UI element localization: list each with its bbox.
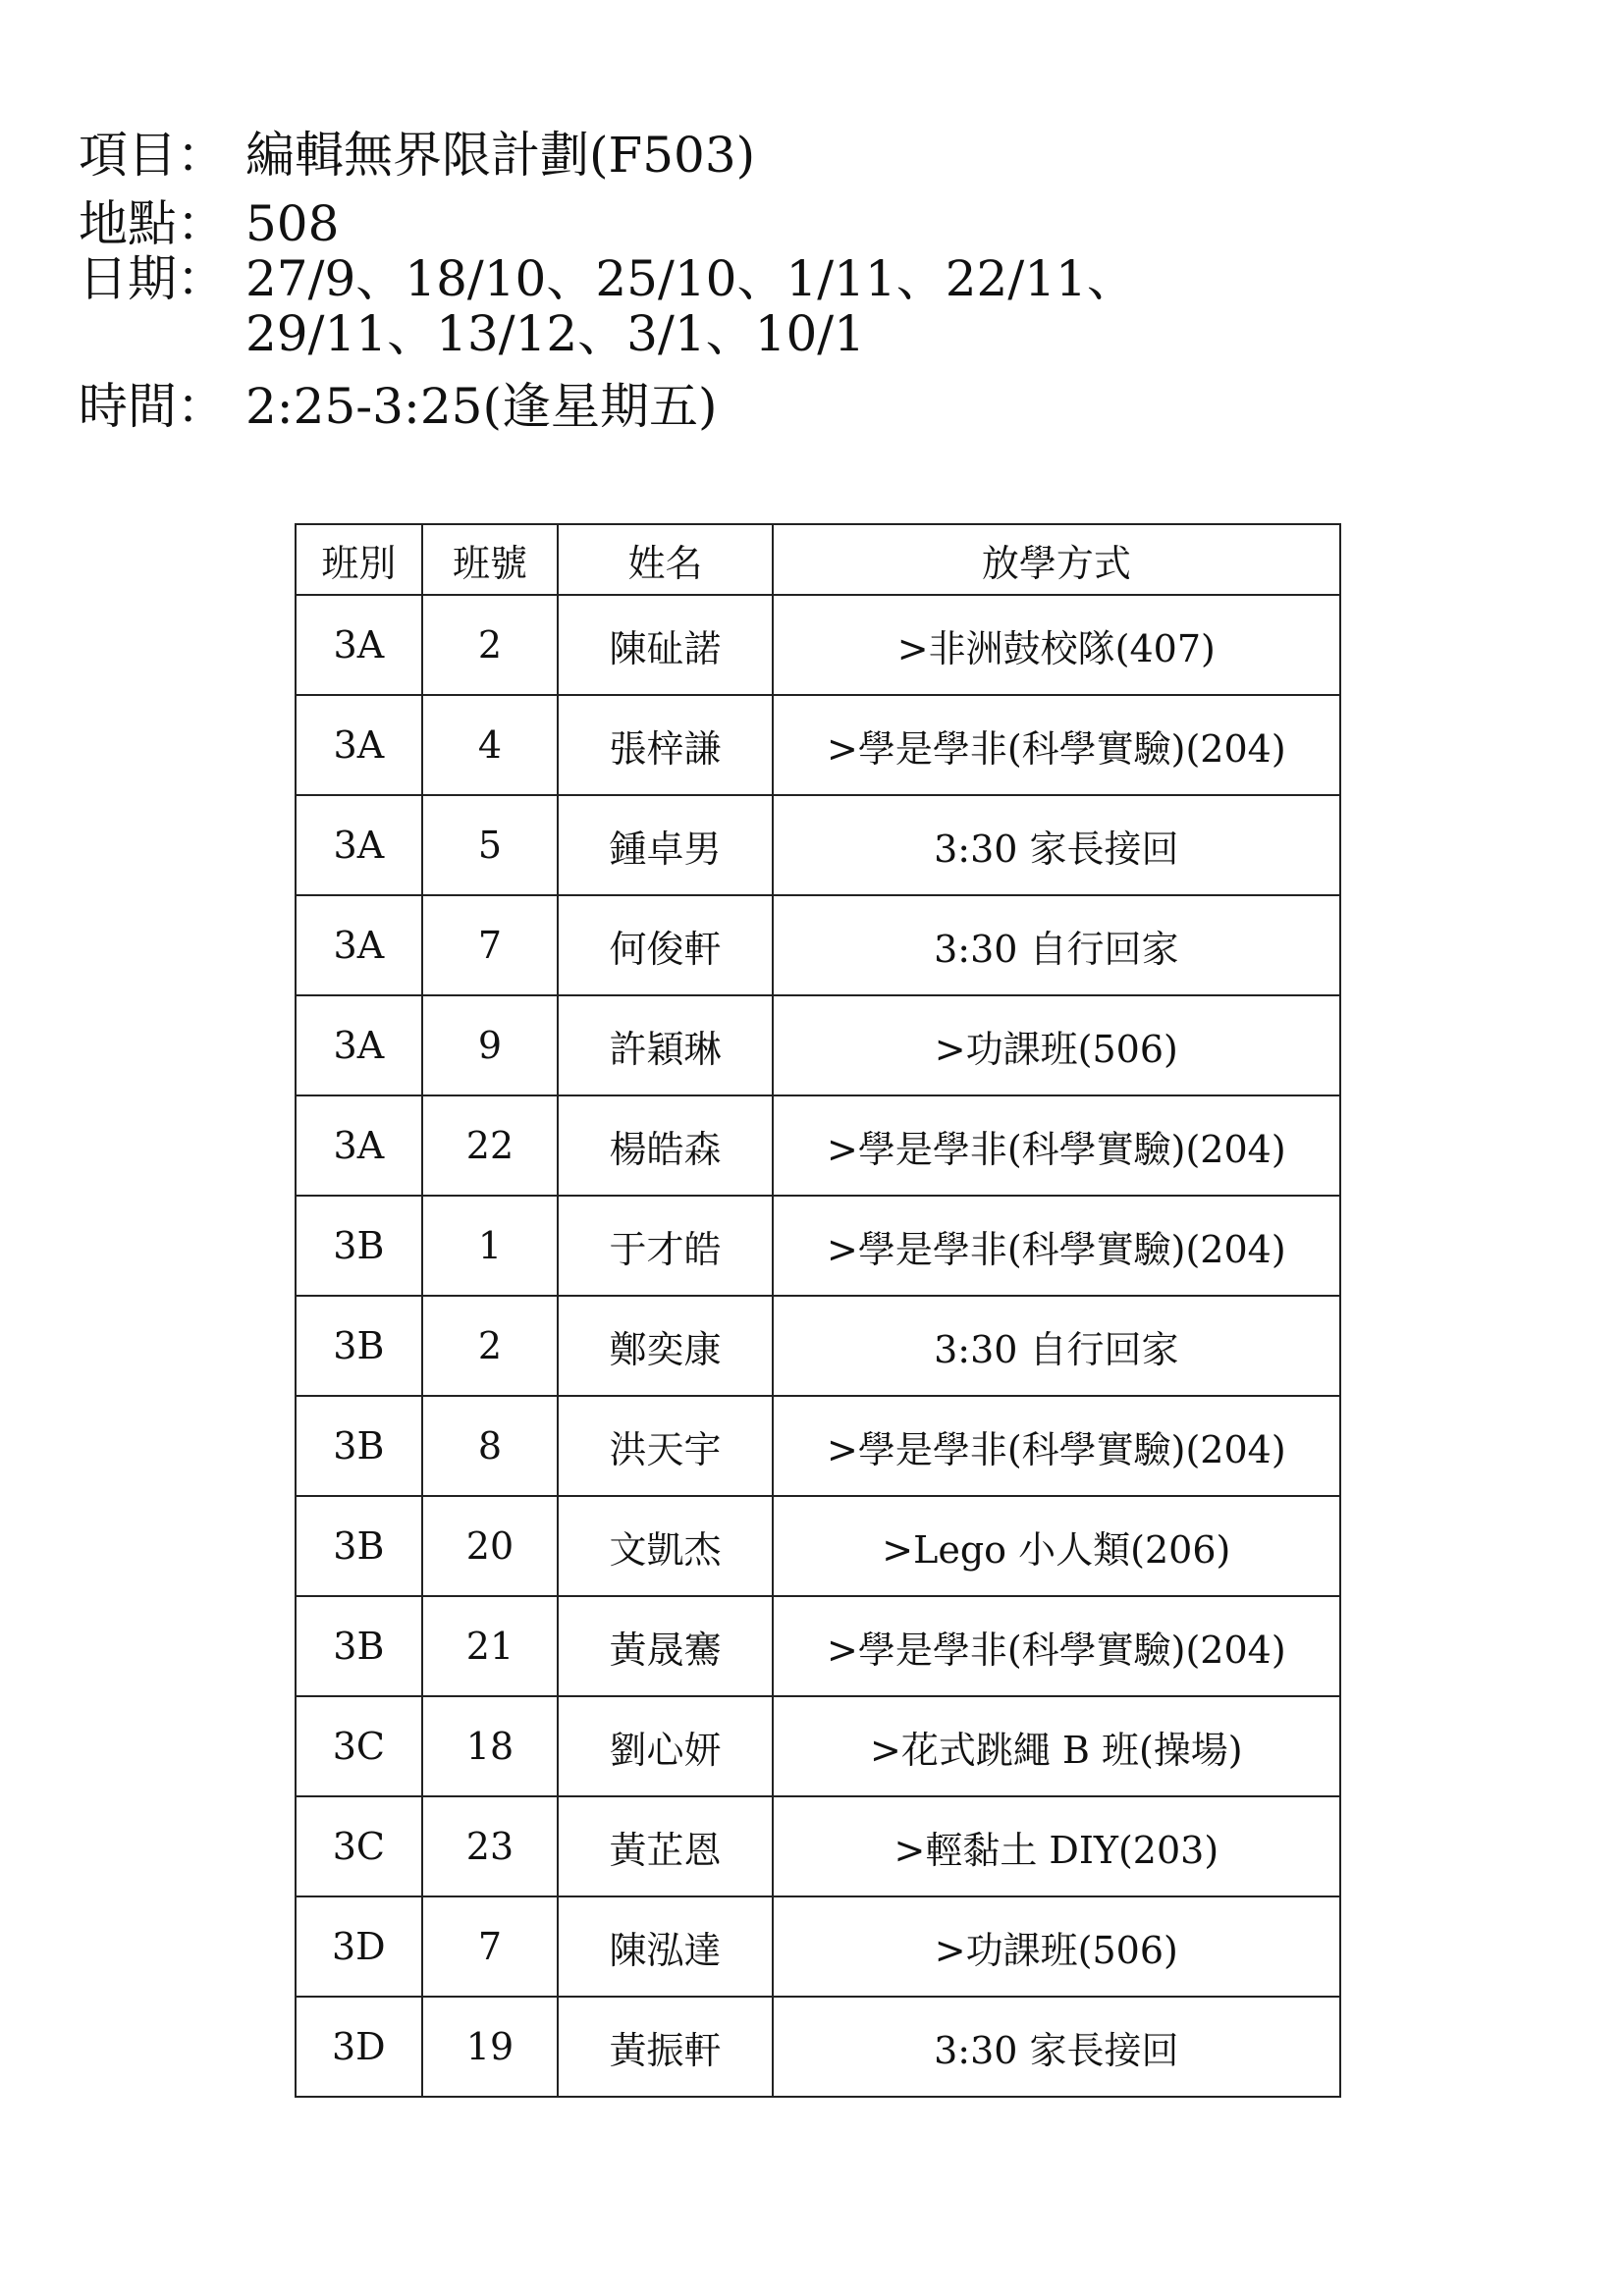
cell-class: 3A [296,995,422,1095]
cell-number: 19 [422,1997,559,2097]
cell-number: 7 [422,1896,559,1997]
cell-dismissal: >學是學非(科學實驗)(204) [773,1596,1340,1696]
student-roster-table [295,523,1341,2098]
table-row [296,895,1340,995]
cell-dismissal: 3:30 自行回家 [773,895,1340,995]
cell-name: 黃芷恩 [558,1796,772,1896]
cell-class: 3A [296,895,422,995]
cell-dismissal: >學是學非(科學實驗)(204) [773,1396,1340,1496]
cell-dismissal: >學是學非(科學實驗)(204) [773,1196,1340,1296]
date-values-line-2: 29/11、13/12、3/1、10/1 [245,305,865,362]
cell-class: 3A [296,795,422,895]
date-line [79,251,1453,361]
cell-number: 5 [422,795,559,895]
table-header-row [296,524,1340,595]
table-row [296,1196,1340,1296]
venue-label: 地點： [79,195,226,252]
cell-number: 4 [422,695,559,795]
cell-name: 洪天宇 [558,1396,772,1496]
cell-number: 9 [422,995,559,1095]
cell-number: 18 [422,1696,559,1796]
cell-dismissal: >非洲鼓校隊(407) [773,595,1340,695]
column-header-class: 班別 [296,524,422,595]
cell-dismissal: >學是學非(科學實驗)(204) [773,1095,1340,1196]
date-values-line-1: 27/9、18/10、25/10、1/11、22/11、 [245,250,1136,307]
cell-dismissal: >功課班(506) [773,1896,1340,1997]
cell-dismissal: >輕黏土 DIY(203) [773,1796,1340,1896]
cell-dismissal: >功課班(506) [773,995,1340,1095]
cell-name: 鍾卓男 [558,795,772,895]
cell-class: 3C [296,1696,422,1796]
table-row [296,795,1340,895]
cell-name: 楊皓森 [558,1095,772,1196]
cell-dismissal: 3:30 家長接回 [773,1997,1340,2097]
date-label: 日期： [79,250,226,307]
cell-number: 23 [422,1796,559,1896]
table-row [296,695,1340,795]
table-row [296,1396,1340,1496]
cell-number: 2 [422,595,559,695]
cell-number: 2 [422,1296,559,1396]
cell-dismissal: 3:30 家長接回 [773,795,1340,895]
cell-class: 3B [296,1496,422,1596]
table-row [296,1296,1340,1396]
cell-name: 何俊軒 [558,895,772,995]
cell-class: 3D [296,1896,422,1997]
table-row [296,1095,1340,1196]
cell-class: 3B [296,1596,422,1696]
cell-number: 21 [422,1596,559,1696]
document-header [79,128,1453,434]
table-row [296,1796,1340,1896]
cell-class: 3B [296,1296,422,1396]
time-line [79,379,1453,434]
column-header-dismissal: 放學方式 [773,524,1340,595]
cell-class: 3B [296,1396,422,1496]
cell-class: 3A [296,1095,422,1196]
cell-class: 3C [296,1796,422,1896]
cell-number: 8 [422,1396,559,1496]
cell-name: 文凱杰 [558,1496,772,1596]
cell-name: 張梓謙 [558,695,772,795]
column-header-number: 班號 [422,524,559,595]
table-row [296,1496,1340,1596]
cell-name: 許穎琳 [558,995,772,1095]
cell-dismissal: >花式跳繩 B 班(操場) [773,1696,1340,1796]
table-row [296,1596,1340,1696]
cell-class: 3A [296,695,422,795]
table-row [296,1896,1340,1997]
venue-line [79,196,1453,251]
cell-number: 7 [422,895,559,995]
venue-value: 508 [245,195,340,252]
cell-name: 黃振軒 [558,1997,772,2097]
table-row [296,595,1340,695]
table-header [296,524,1340,595]
cell-name: 于才皓 [558,1196,772,1296]
time-value: 2:25-3:25(逢星期五) [245,378,718,435]
cell-class: 3A [296,595,422,695]
cell-name: 陳砋諾 [558,595,772,695]
cell-name: 鄭奕康 [558,1296,772,1396]
date-values [245,251,1136,361]
cell-class: 3D [296,1997,422,2097]
table-body [296,595,1340,2097]
column-header-name: 姓名 [558,524,772,595]
cell-name: 劉心妍 [558,1696,772,1796]
cell-class: 3B [296,1196,422,1296]
item-line [79,128,1453,183]
cell-name: 陳泓達 [558,1896,772,1997]
table-row [296,1696,1340,1796]
item-value: 編輯無界限計劃(F503) [245,127,756,184]
cell-dismissal: >Lego 小人類(206) [773,1496,1340,1596]
table-row [296,995,1340,1095]
cell-dismissal: >學是學非(科學實驗)(204) [773,695,1340,795]
time-label: 時間： [79,378,226,435]
cell-number: 1 [422,1196,559,1296]
table-row [296,1997,1340,2097]
cell-name: 黃晟騫 [558,1596,772,1696]
cell-dismissal: 3:30 自行回家 [773,1296,1340,1396]
item-label: 項目： [79,127,226,184]
cell-number: 22 [422,1095,559,1196]
cell-number: 20 [422,1496,559,1596]
